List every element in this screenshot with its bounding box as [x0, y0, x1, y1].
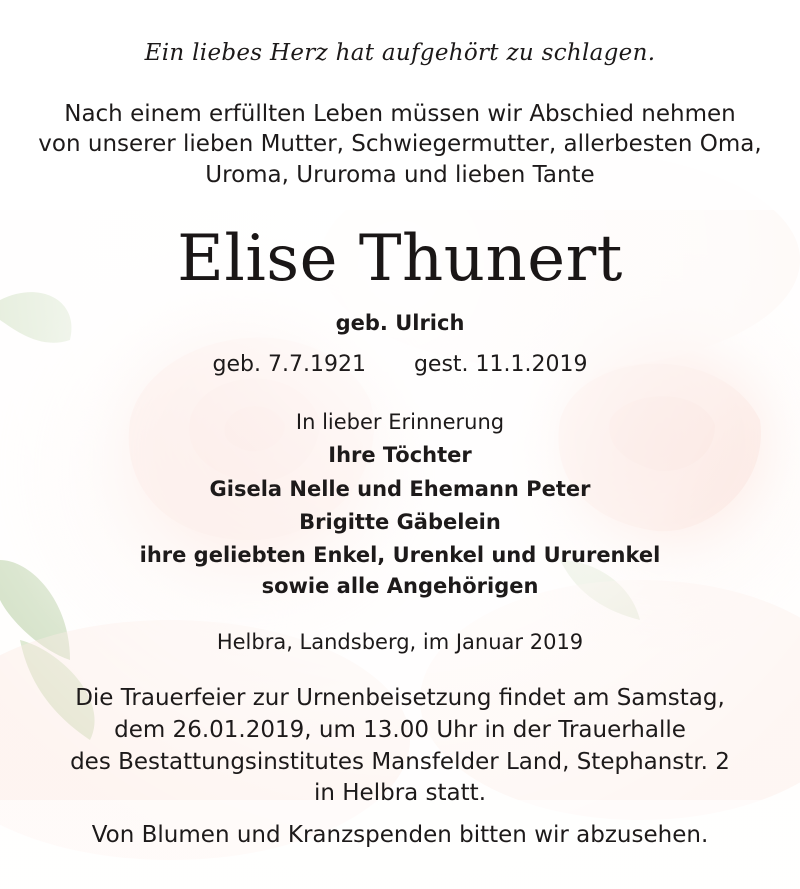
remembrance-line: In lieber Erinnerung — [295, 410, 505, 434]
maiden-name: geb. Ulrich — [335, 311, 465, 335]
intro-line-3: Uroma, Ururoma und lieben Tante — [205, 162, 595, 188]
closing-note: Von Blumen und Kranzspenden bitten wir abzusehen. — [91, 822, 709, 848]
place-date: Helbra, Landsberg, im Januar 2019 — [216, 630, 584, 654]
motto: Ein liebes Herz hat aufgehört zu schlagen. — [144, 40, 656, 66]
mourner-line: sowie alle Angehörigen — [261, 574, 539, 598]
mourner-line: Gisela Nelle und Ehemann Peter — [209, 477, 591, 501]
deceased-name: Elise Thunert — [177, 222, 623, 296]
birth-date: geb. 7.7.1921 — [212, 352, 366, 377]
ceremony-line-1: Die Trauerfeier zur Urnenbeisetzung findet am Samstag, — [75, 685, 725, 711]
ceremony-line-3: des Bestattungsinstitutes Mansfelder Land, Stephanstr. 2 — [70, 749, 730, 775]
intro-line-2: von unserer lieben Mutter, Schwiegermutter, allerbesten Oma, — [38, 131, 762, 157]
death-date: gest. 11.1.2019 — [413, 352, 588, 377]
ceremony-line-4: in Helbra statt. — [313, 780, 487, 806]
mourner-line: ihre geliebten Enkel, Urenkel und Ururenkel — [139, 543, 661, 567]
mourner-line: Brigitte Gäbelein — [299, 510, 501, 534]
mourner-line: Ihre Töchter — [328, 443, 472, 467]
life-dates — [0, 352, 800, 377]
intro-line-1: Nach einem erfüllten Leben müssen wir Abschied nehmen — [64, 101, 736, 127]
ceremony-line-2: dem 26.01.2019, um 13.00 Uhr in der Trauerhalle — [114, 717, 686, 743]
